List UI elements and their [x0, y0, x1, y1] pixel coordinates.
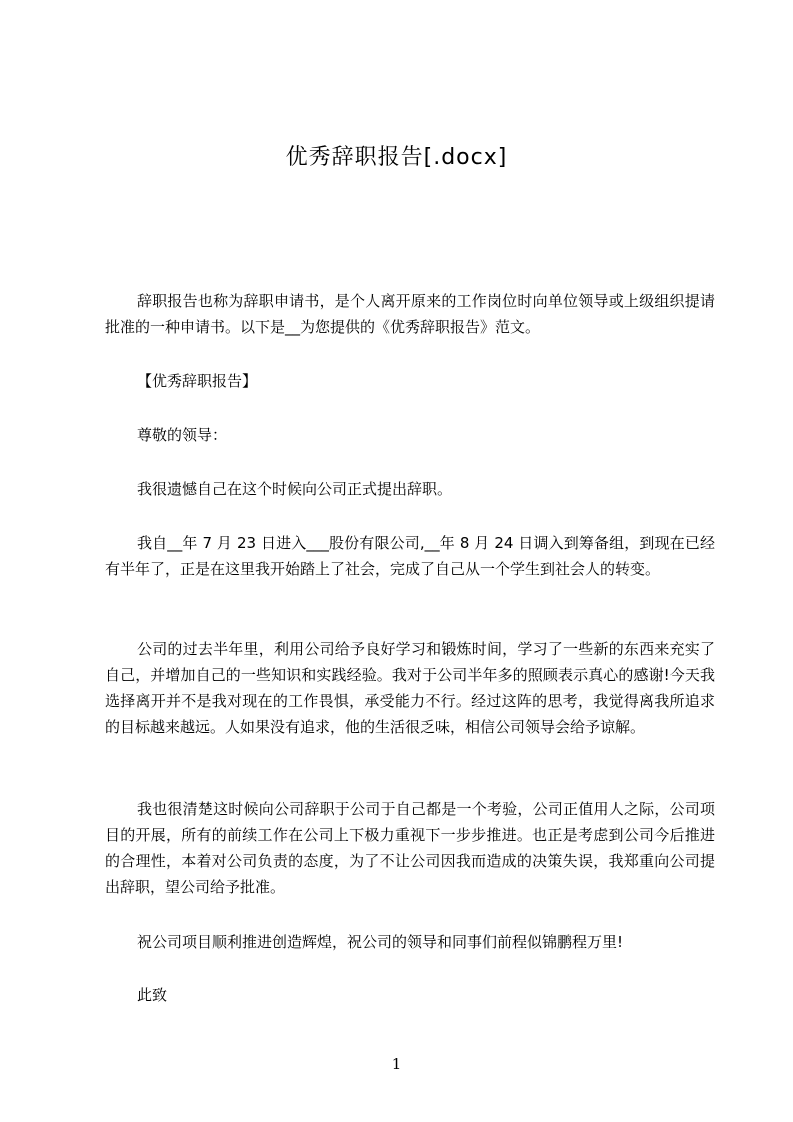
body-paragraph: 我很遗憾自己在这个时候向公司正式提出辞职。 — [137, 480, 453, 498]
document-title: 优秀辞职报告[.docx] — [285, 145, 508, 170]
closing-wishes: 祝公司项目顺利推进创造辉煌，祝公司的领导和同事们前程似锦鹏程万里! — [137, 933, 624, 951]
body-paragraph: 我也很清楚这时候向公司辞职于公司于自己都是一个考验，公司正值用人之际，公司项目的开展，所有的前续工作在公司上下极力重视下一步步推进。也正是考虑到公司今后推进的合理性，本着对公司负责的态度，为了不让公司因我而造成的决策失误，我郑重向公司提出辞职，望公司给予批准。 — [105, 800, 715, 896]
intro-paragraph: 辞职报告也称为辞职申请书，是个人离开原来的工作岗位时向单位领导或上级组织提请批准的一种申请书。以下是__为您提供的《优秀辞职报告》范文。 — [105, 292, 715, 336]
salutation: 尊敬的领导： — [137, 426, 228, 444]
section-heading: 【优秀辞职报告】 — [137, 372, 258, 390]
page-number: 1 — [391, 1055, 402, 1073]
body-paragraph: 我自__年 7 月 23 日进入___股份有限公司,__年 8 月 24 日调入到筹备组，到现在已经有半年了，正是在这里我开始踏上了社会，完成了自己从一个学生到社会人的转变。 — [105, 534, 715, 578]
closing-phrase: 此致 — [137, 986, 168, 1004]
body-paragraph: 公司的过去半年里，利用公司给予良好学习和锻炼时间，学习了一些新的东西来充实了自己，并增加自己的一些知识和实践经验。我对于公司半年多的照顾表示真心的感谢!今天我选择离开并不是我对现在的工作畏惧，承受能力不行。经过这阵的思考，我觉得离我所追求的目标越来越远。人如果没有追求，他的生活很乏味，相信公司领导会给予谅解。 — [105, 640, 715, 736]
